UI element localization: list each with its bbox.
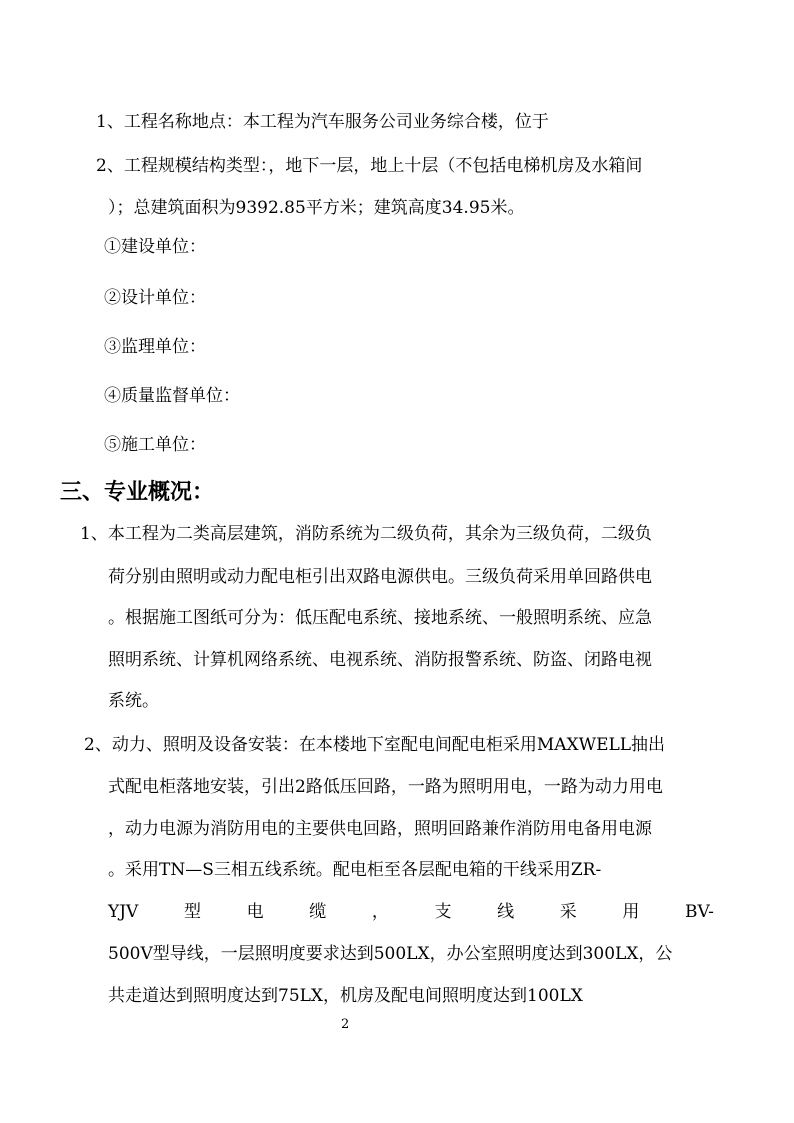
unit-design: ②设计单位： — [104, 288, 206, 308]
unit-quality-supervision: ④质量监督单位： — [104, 386, 240, 406]
word: 线 — [497, 902, 515, 922]
word: YJV — [108, 902, 139, 922]
paragraph1-line: 照明系统、计算机网络系统、电视系统、消防报警系统、防盗、闭路电视 — [108, 650, 652, 670]
word: 采 — [559, 902, 577, 922]
item-project-scale-line2: ）；总建筑面积为9392.85平方米；建筑高度34.95米。 — [108, 198, 525, 218]
paragraph2-justified-line — [108, 900, 714, 924]
unit-supervision: ③监理单位： — [104, 337, 206, 357]
section-heading: 三、专业概况： — [60, 479, 215, 505]
page-number: 2 — [341, 1017, 350, 1032]
paragraph2-line: 500V型导线，一层照明度要求达到500LX，办公室照明度达到300LX，公 — [108, 944, 673, 964]
paragraph1-line: 系统。 — [108, 691, 159, 711]
paragraph2-line: 2、动力、照明及设备安装：在本楼地下室配电间配电柜采用MAXWELL抽出 — [84, 735, 666, 755]
word: 用 — [622, 902, 640, 922]
unit-construction: ①建设单位： — [104, 237, 206, 257]
item-project-scale-line1: 2、工程规模结构类型：，地下一层，地上十层（不包括电梯机房及水箱间 — [96, 156, 643, 176]
word: ， — [371, 902, 389, 922]
word: BV- — [684, 902, 714, 922]
paragraph2-line: 。采用TN—S三相五线系统。配电柜至各层配电箱的干线采用ZR- — [108, 860, 602, 880]
paragraph1-line: 。根据施工图纸可分为：低压配电系统、接地系统、一般照明系统、应急 — [108, 608, 652, 628]
unit-contractor: ⑤施工单位： — [104, 435, 206, 455]
paragraph2-line: 共走道达到照明度达到75LX，机房及配电间照明度达到100LX — [108, 986, 583, 1006]
word: 型 — [183, 902, 201, 922]
paragraph2-line: 式配电柜落地安装，引出2路低压回路，一路为照明用电，一路为动力用电 — [108, 777, 663, 797]
word: 支 — [434, 902, 452, 922]
paragraph1-line: 荷分别由照明或动力配电柜引出双路电源供电。三级负荷采用单回路供电 — [108, 567, 652, 587]
paragraph1-line: 1、本工程为二类高层建筑，消防系统为二级负荷，其余为三级负荷，二级负 — [80, 524, 652, 544]
item-project-name: 1、工程名称地点：本工程为汽车服务公司业务综合楼，位于 — [96, 112, 549, 132]
word: 电 — [246, 902, 264, 922]
paragraph2-line: ，动力电源为消防用电的主要供电回路，照明回路兼作消防用电备用电源 — [108, 819, 652, 839]
word: 缆 — [309, 902, 327, 922]
